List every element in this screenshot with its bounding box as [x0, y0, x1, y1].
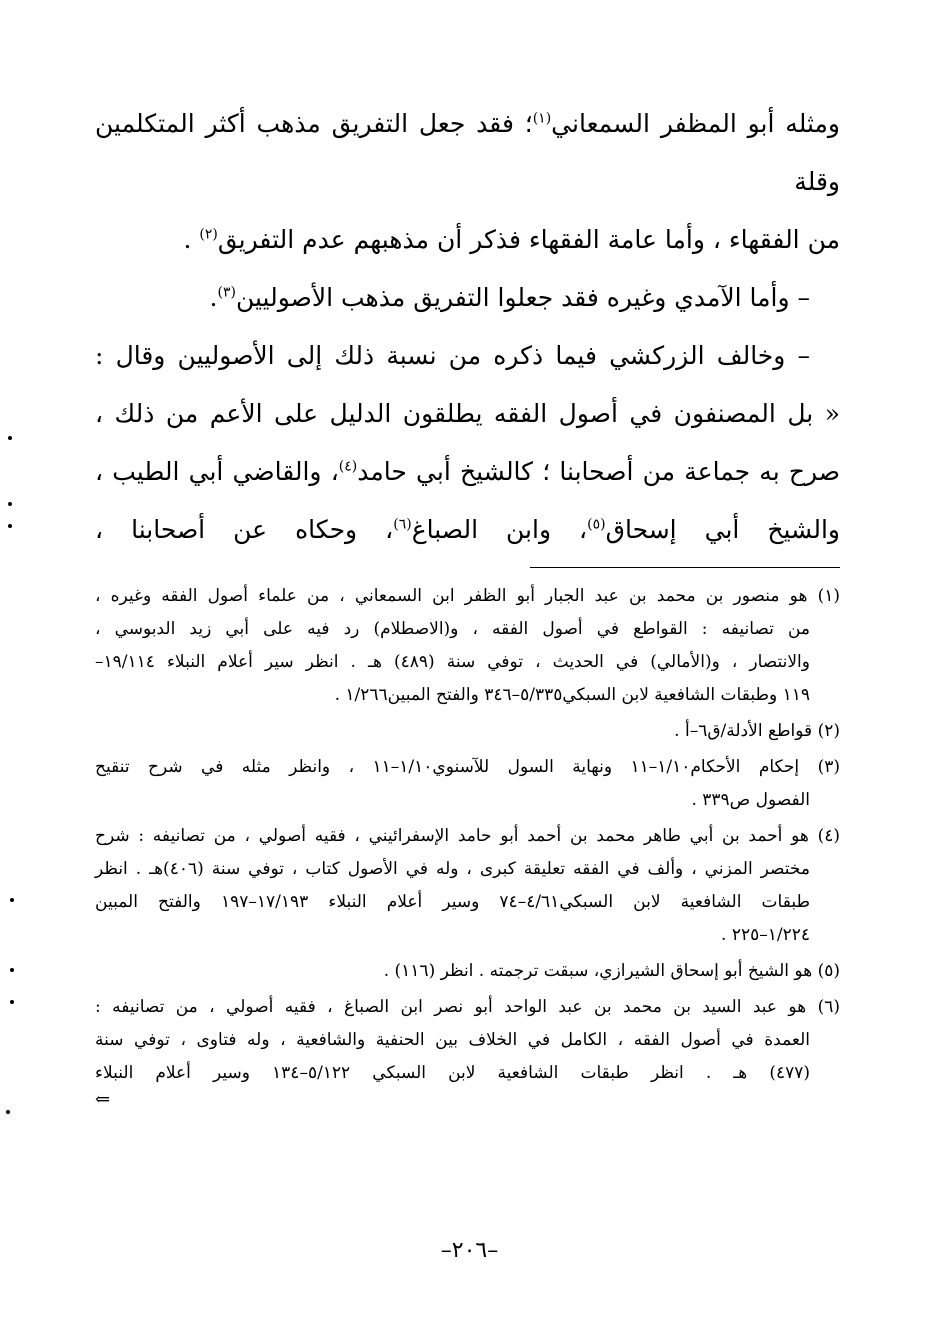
footnote-number: (٣) — [817, 757, 841, 777]
scan-speck — [10, 968, 14, 972]
main-text — [95, 95, 840, 559]
footnote-ref-3[interactable]: (٣) — [217, 284, 236, 301]
scan-speck — [8, 436, 12, 440]
scan-speck — [6, 1110, 10, 1114]
footnote-4: (٤) هو أحمد بن أبي طاهر محمد بن أحمد أبو حامد الإسفرائيني ، فقيه أصولي ، من تصانيفه : شرح مختصر المزني ، وألف في الفقه تعليقة كبرى ، وله في الأصول كتاب ، توفي سنة (٤٠٦)هـ . انظر طبقات الشافعية لابن السبكي٤/٦١–٧٤ وسير أعلام النبلاء ١٧/١٩٣–١٩٧ والفتح المبين ١/٢٢٤–٢٢٥ . — [95, 826, 841, 945]
main-line-2: من الفقهاء ، وأما عامة الفقهاء فذكر أن مذهبهم عدم التفريق$^{(٢)}$ . — [183, 225, 840, 254]
footnote-number: (٢) — [817, 721, 840, 741]
scan-speck — [8, 524, 12, 528]
main-line-5: « بل المصنفون في أصول الفقه يطلقون الدليل على الأعم من ذلك ، — [95, 399, 840, 428]
footnote-6: (٦) هو عبد السيد بن محمد بن عبد الواحد أبو نصر ابن الصباغ ، فقيه أصولي ، من تصانيفه : العمدة في أصول الفقه ، الكامل في الخلاف بين الحنفية والشافعية ، وله فتاوى ، توفي سنة (٤٧٧) هـ . انظر طبقات الشافعية لابن السبكي ٥/١٢٢–١٣٤ وسير أعلام النبلاء ⇐ — [95, 997, 841, 1110]
scan-speck — [8, 502, 12, 506]
continuation-arrow-icon: ⇐ — [95, 1089, 111, 1110]
footnote-separator — [530, 567, 840, 568]
footnote-number: (٤) — [817, 826, 841, 846]
page-number: –٢٠٦– — [440, 1238, 499, 1263]
footnote-ref-4[interactable]: (٤) — [338, 458, 358, 475]
footnote-number: (٦) — [817, 997, 841, 1017]
footnote-number: (٥) — [817, 961, 840, 981]
footnote-ref-2[interactable]: (٢) — [199, 226, 218, 243]
main-line-3: – وأما الآمدي وغيره فقد جعلوا التفريق مذهب الأصوليين$^{(٣)}$. — [209, 283, 810, 312]
scan-speck — [10, 898, 14, 902]
footnote-ref-5[interactable]: (٥) — [587, 516, 606, 533]
main-line-7: والشيخ أبي إسحاق$^{(٥)}$، وابن الصباغ$^{(٦)}$، وحكاه عن أصحابنا ، — [95, 515, 840, 544]
footnotes — [95, 580, 840, 1110]
footnote-5: (٥) هو الشيخ أبو إسحاق الشيرازي، سبقت ترجمته . انظر (١١٦) . — [383, 961, 840, 981]
footnote-3: (٣) إحكام الأحكام١/١٠–١١ ونهاية السول للآسنوي١/١٠–١١ ، وانظر مثله في شرح تنقيح الفصول ص٣٣٩ . — [95, 757, 841, 810]
footnote-ref-6[interactable]: (٦) — [393, 516, 412, 533]
scan-speck — [10, 1000, 14, 1004]
main-line-1: ومثله أبو المظفر السمعاني$^{(١)}$؛ فقد جعل التفريق مذهب أكثر المتكلمين وقلة — [95, 109, 840, 196]
page-body — [95, 95, 840, 1113]
footnote-2: (٢) قواطع الأدلة/ق٦–أ . — [674, 721, 840, 741]
footnote-ref-1[interactable]: (١) — [532, 110, 552, 127]
main-line-4: – وخالف الزركشي فيما ذكره من نسبة ذلك إلى الأصوليين وقال : — [95, 341, 810, 370]
footnote-number: (١) — [817, 586, 841, 606]
main-line-6: صرح به جماعة من أصحابنا ؛ كالشيخ أبي حامد$^{(٤)}$، والقاضي أبي الطيب ، — [95, 457, 841, 486]
footnote-1: (١) هو منصور بن محمد بن عبد الجبار أبو الظفر ابن السمعاني ، من علماء أصول الفقه وغيره ، من تصانيفه : القواطع في أصول الفقه ، و(الاصطلام) رد فيه على أبي زيد الدبوسي ، والانتصار ، و(الأمالي) في الحديث ، توفي سنة (٤٨٩) هـ . انظر سير أعلام النبلاء ١٩/١١٤– ١١٩ وطبقات الشافعية لابن السبكي٥/٣٣٥–٣٤٦ والفتح المبين١/٢٦٦ . — [95, 586, 841, 705]
